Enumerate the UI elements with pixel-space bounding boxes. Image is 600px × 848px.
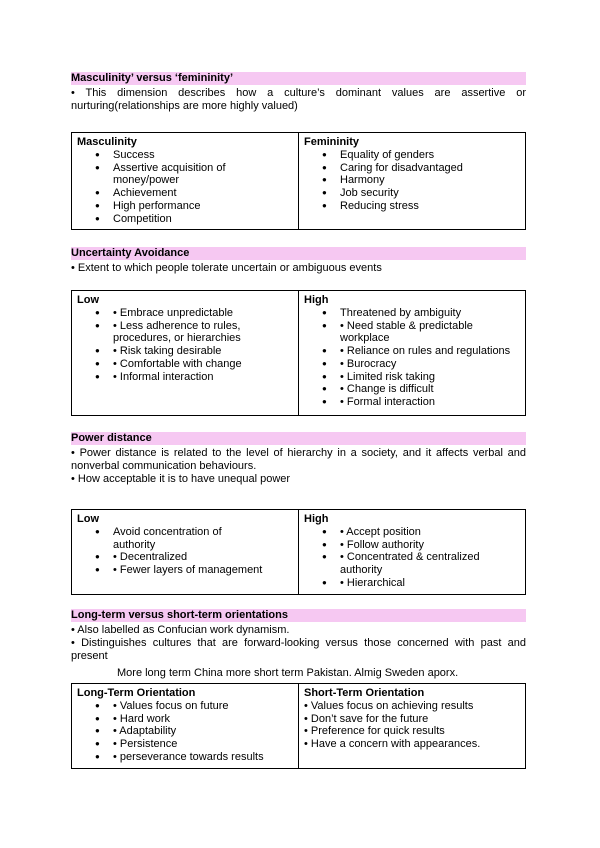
list-item: ● • Follow authority (304, 539, 521, 552)
section-heading-uncertainty: Uncertainty Avoidance (71, 247, 526, 260)
table-cell-masculinity (72, 133, 299, 230)
section-description-long-term (71, 624, 526, 663)
table-cell-high (299, 291, 526, 416)
table-cell-short-term (299, 684, 526, 769)
description-line: • Power distance is related to the level of hierarchy in a society, and it affects verbal and (71, 447, 526, 459)
plain-list (304, 700, 521, 751)
list-item: ● Harmony (304, 174, 521, 187)
section-description-uncertainty: • Extent to which people tolerate uncertain or ambiguous events (71, 262, 382, 274)
list-item: ● Job security (304, 187, 521, 200)
table-cell-low (72, 291, 299, 416)
list-item: ● • perseverance towards results (77, 751, 294, 764)
bullet-list (77, 149, 294, 225)
list-item: ● Competition (77, 213, 294, 226)
bullet-list (77, 307, 294, 383)
bullet-list (77, 700, 294, 764)
section-description-power-distance (71, 447, 526, 486)
list-item: ● • Hierarchical (304, 577, 521, 590)
table-cell-long-term (72, 684, 299, 769)
list-item: ● • Less adherence to rules, procedures, or hierarchies (77, 320, 294, 345)
list-item: ● • Limited risk taking (304, 371, 521, 384)
column-title: Femininity (304, 136, 360, 148)
description-line: present (71, 650, 108, 662)
table-cell-high (299, 510, 526, 595)
orientation-table (71, 683, 526, 769)
power-distance-table (71, 509, 526, 595)
list-item: ● Achievement (77, 187, 294, 200)
bullet-list (304, 526, 521, 590)
list-item: ● • Formal interaction (304, 396, 521, 409)
list-item: ● • Concentrated & centralized authority (304, 551, 521, 576)
list-item: ● • Values focus on future (77, 700, 294, 713)
list-item: • Have a concern with appearances. (304, 738, 481, 751)
bullet-list (304, 149, 521, 213)
list-item: • Don’t save for the future (304, 712, 429, 725)
list-item: ● • Comfortable with change (77, 358, 294, 371)
list-item: ● • Hard work (77, 713, 294, 726)
list-item: ● Success (77, 149, 294, 162)
list-item: ● • Persistence (77, 738, 294, 751)
list-item: ● Equality of genders (304, 149, 521, 162)
description-line: • Distinguishes cultures that are forward-looking versus those concerned with past and (71, 637, 526, 649)
list-item: ● Caring for disadvantaged (304, 162, 521, 175)
list-item: ● • Embrace unpredictable (77, 307, 294, 320)
description-line: nurturing(relationships are more highly valued) (71, 100, 298, 112)
bullet-list (77, 526, 294, 577)
description-line: • How acceptable it is to have unequal power (71, 473, 291, 485)
list-item: ● Avoid concentration of authority (77, 526, 294, 551)
list-item: ● • Informal interaction (77, 371, 294, 384)
list-item: ● • Reliance on rules and regulations (304, 345, 521, 358)
masculinity-femininity-table (71, 132, 526, 230)
column-title: Long-Term Orientation (77, 687, 196, 699)
list-item: ● • Fewer layers of management (77, 564, 294, 577)
list-item: ● Reducing stress (304, 200, 521, 213)
list-item: ● High performance (77, 200, 294, 213)
section-heading-masculinity: Masculinity’ versus ‘femininity’ (71, 72, 526, 85)
column-title: High (304, 294, 329, 306)
list-item: ● • Accept position (304, 526, 521, 539)
column-title: Short-Term Orientation (304, 687, 425, 699)
list-item: ● • Adaptability (77, 725, 294, 738)
column-title: Masculinity (77, 136, 137, 148)
uncertainty-avoidance-table (71, 290, 526, 416)
description-line: • Also labelled as Confucian work dynamism. (71, 624, 290, 636)
section-description-masculinity (71, 87, 526, 113)
description-line: • This dimension describes how a culture’s dominant values are assertive or (71, 87, 526, 99)
list-item: ● Threatened by ambiguity (304, 307, 521, 320)
list-item: • Preference for quick results (304, 725, 445, 738)
list-item: • Values focus on achieving results (304, 700, 474, 712)
orientation-note: More long term China more short term Pakistan. Almig Sweden aporx. (117, 667, 459, 679)
column-title: High (304, 513, 329, 525)
bullet-list (304, 307, 521, 409)
description-line: nonverbal communication behaviours. (71, 460, 257, 472)
list-item: ● • Decentralized (77, 551, 294, 564)
section-heading-long-term: Long-term versus short-term orientations (71, 609, 526, 622)
table-cell-femininity (299, 133, 526, 230)
list-item: ● • Need stable & predictable workplace (304, 320, 521, 345)
list-item: ● • Risk taking desirable (77, 345, 294, 358)
section-heading-power-distance: Power distance (71, 432, 526, 445)
table-cell-low (72, 510, 299, 595)
list-item: ● • Change is difficult (304, 383, 521, 396)
list-item: ● • Burocracy (304, 358, 521, 371)
list-item: ● Assertive acquisition of money/power (77, 162, 294, 187)
column-title: Low (77, 294, 99, 306)
column-title: Low (77, 513, 99, 525)
